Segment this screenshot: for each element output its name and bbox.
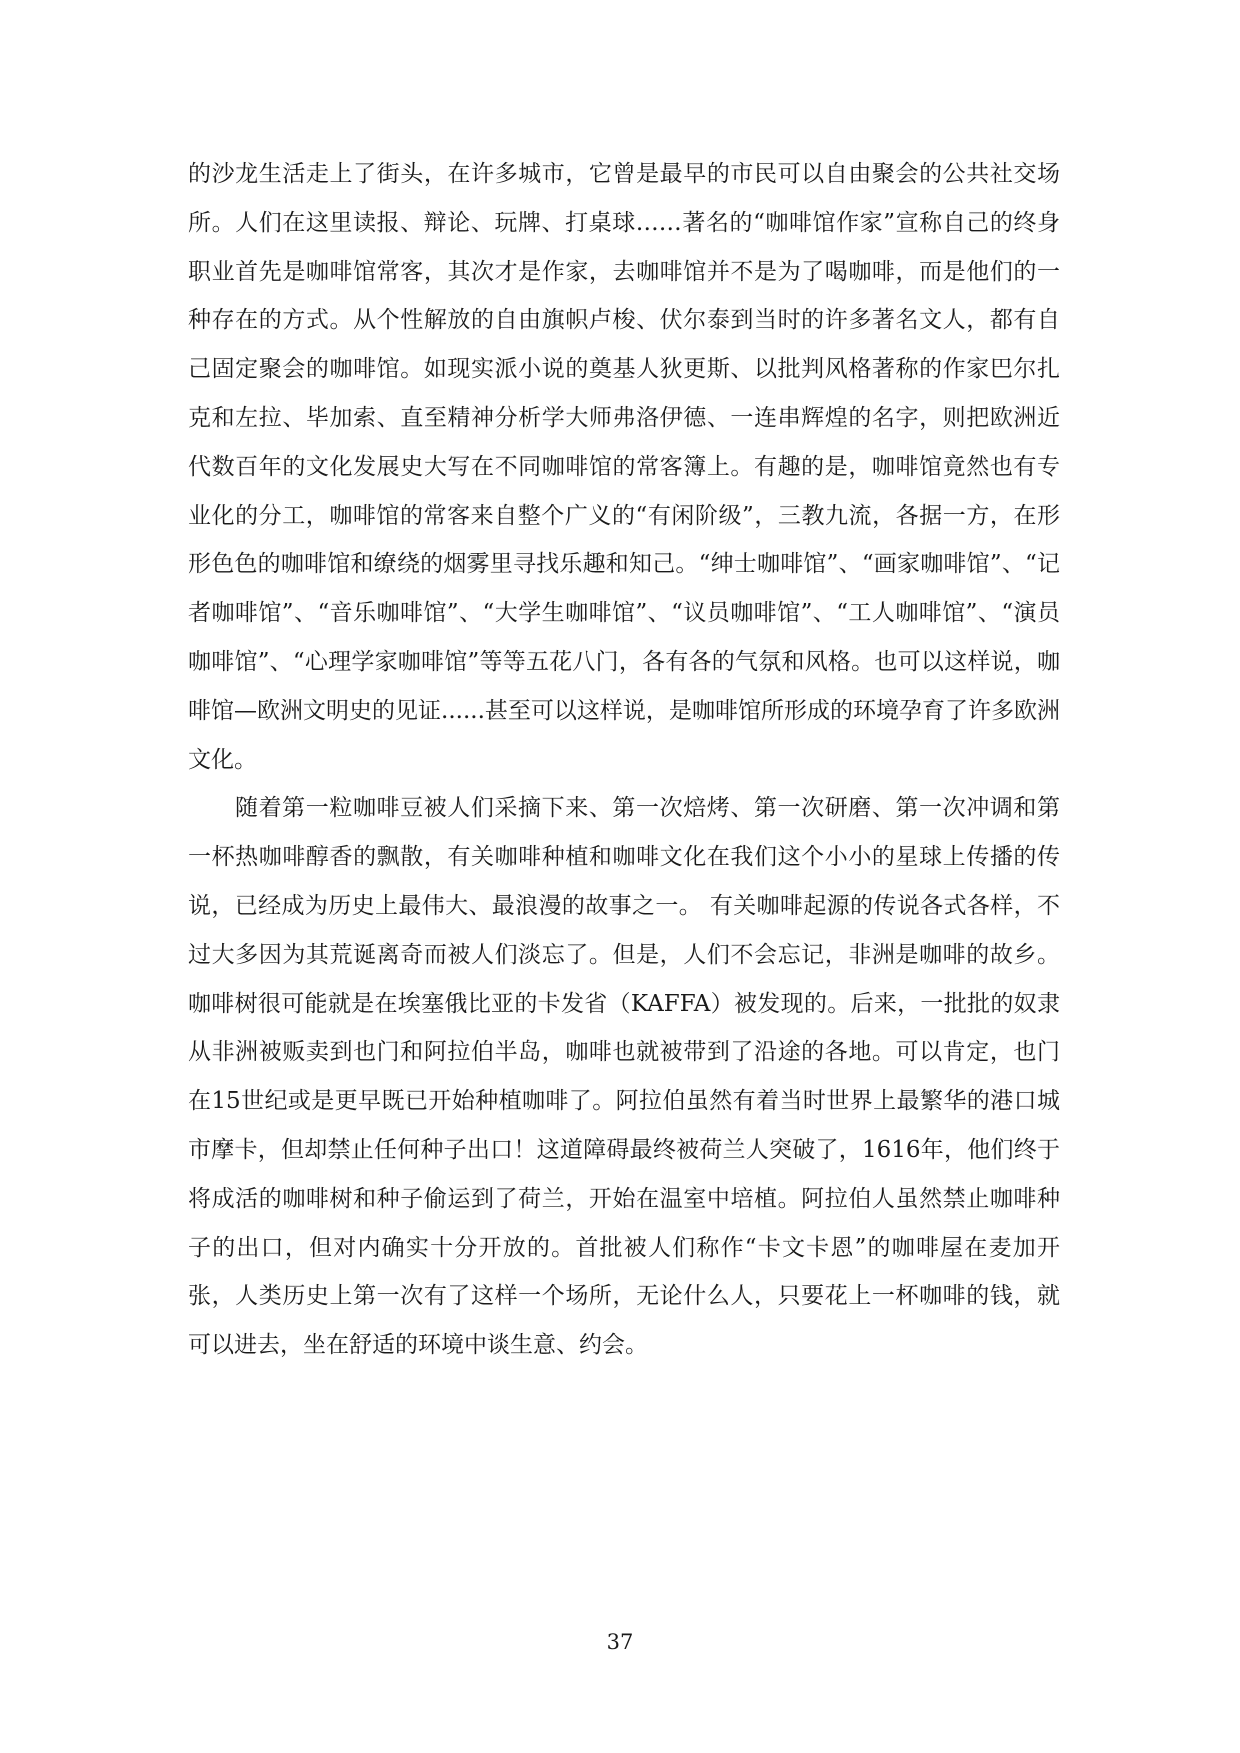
paragraph-1: 的沙龙生活走上了街头，在许多城市，它曾是最早的市民可以自由聚会的公共社交场所。人们在这里读报、辩论、玩牌、打桌球……著名的“咖啡馆作家”宣称自己的终身职业首先是咖啡馆常客，其次才是作家，去咖啡馆并不是为了喝咖啡，而是他们的一种存在的方式。从个性解放的自由旗帜卢梭、伏尔泰到当时的许多著名文人，都有自己固定聚会的咖啡馆。如现实派小说的奠基人狄更斯、以批判风格著称的作家巴尔扎克和左拉、毕加索、直至精神分析学大师弗洛伊德、一连串辉煌的名字，则把欧洲近代数百年的文化发展史大写在不同咖啡馆的常客簿上。有趣的是，咖啡馆竟然也有专业化的分工，咖啡馆的常客来自整个广义的“有闲阶级”，三教九流，各据一方，在形形色色的咖啡馆和缭绕的烟雾里寻找乐趣和知己。“绅士咖啡馆”、“画家咖啡馆”、“记者咖啡馆”、“音乐咖啡馆”、“大学生咖啡馆”、“议员咖啡馆”、“工人咖啡馆”、“演员咖啡馆”、“心理学家咖啡馆”等等五花八门，各有各的气氛和风格。也可以这样说，咖啡馆—欧洲文明史的见证......甚至可以这样说，是咖啡馆所形成的环境孕育了许多欧洲文化。 bbox=[188, 161, 1060, 773]
paragraph-2: 随着第一粒咖啡豆被人们采摘下来、第一次焙烤、第一次研磨、第一次冲调和第一杯热咖啡醇香的飘散，有关咖啡种植和咖啡文化在我们这个小小的星球上传播的传说，已经成为历史上最伟大、最浪漫的故事之一。 有关咖啡起源的传说各式各样，不过大多因为其荒诞离奇而被人们淡忘了。但是，人们不会忘记，非洲是咖啡的故乡。咖啡树很可能就是在埃塞俄比亚的卡发省（KAFFA）被发现的。后来，一批批的奴隶从非洲被贩卖到也门和阿拉伯半岛，咖啡也就被带到了沿途的各地。可以肯定，也门在15世纪或是更早既已开始种植咖啡了。阿拉伯虽然有着当时世界上最繁华的港口城市摩卡，但却禁止任何种子出口！这道障碍最终被荷兰人突破了，1616年，他们终于将成活的咖啡树和种子偷运到了荷兰，开始在温室中培植。阿拉伯人虽然禁止咖啡种子的出口，但对内确实十分开放的。首批被人们称作“卡文卡恩”的咖啡屋在麦加开张，人类历史上第一次有了这样一个场所，无论什么人，只要花上一杯咖啡的钱，就可以进去，坐在舒适的环境中谈生意、约会。 bbox=[188, 795, 1060, 1359]
page-number: 37 bbox=[606, 1630, 634, 1654]
body-text bbox=[188, 150, 1060, 1370]
